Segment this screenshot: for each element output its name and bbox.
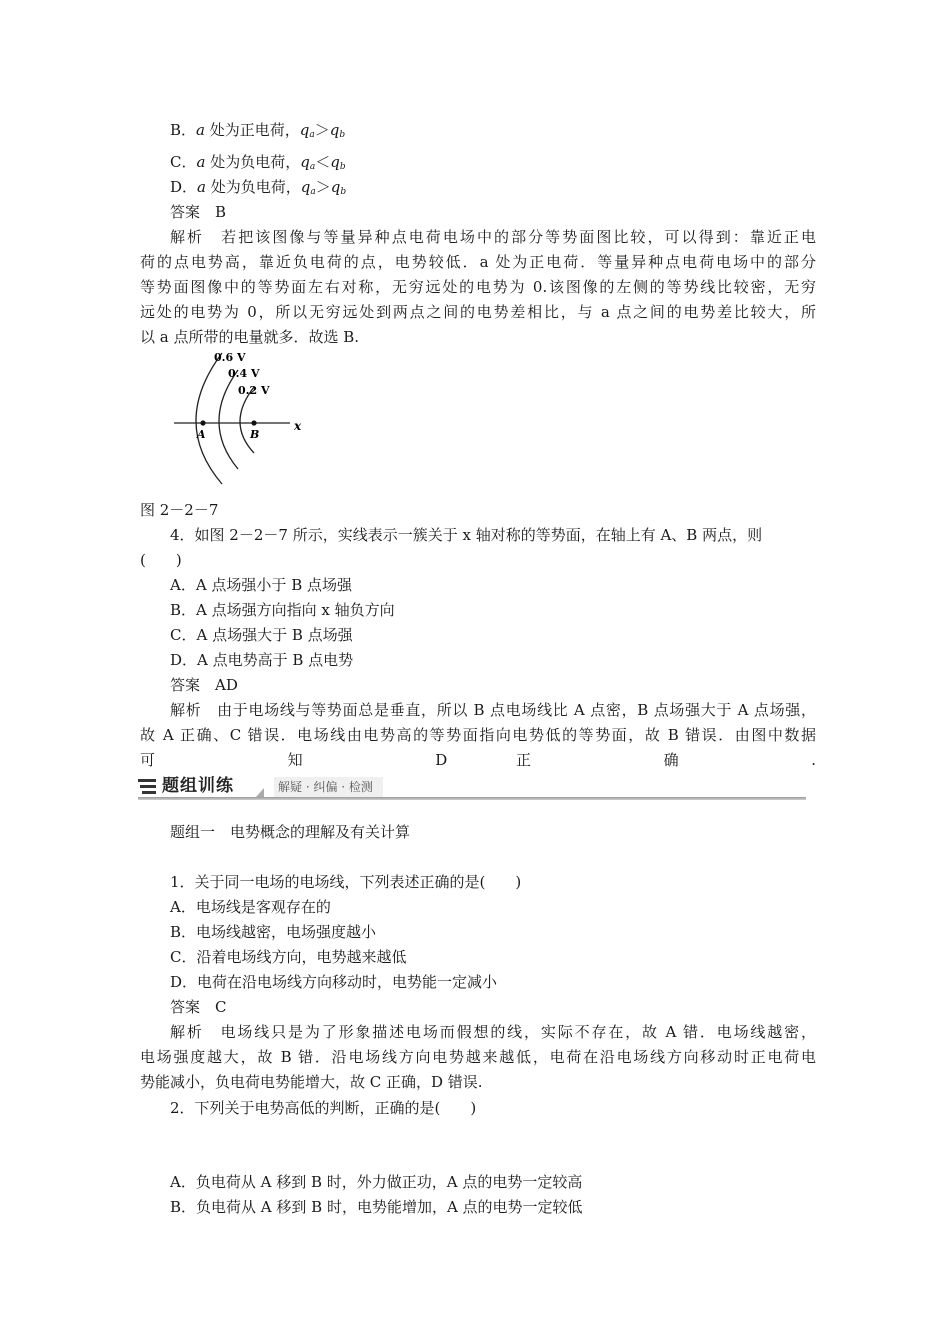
banner-divider	[256, 788, 264, 797]
label-0.4v: 0.4 V	[228, 367, 260, 380]
option-b: B．a 处为正电荷，$q_a>q_b$	[170, 121, 346, 140]
explanation-line: 荷的点电势高，靠近负电荷的点，电势较低．a 处为正电荷．等量异种点电荷电场中的部分	[140, 253, 816, 271]
label-x-axis: x	[294, 419, 302, 433]
option-c: C．a 处为负电荷，$q_a<q_b$	[170, 153, 346, 172]
figure-caption: 图 2－2－7	[140, 501, 219, 519]
answer: 答案 B	[170, 203, 227, 221]
answer: 答案 C	[170, 998, 227, 1016]
label-point-b: B	[250, 428, 260, 441]
explanation-line: 解析 若把该图像与等量异种点电荷电场中的部分等势面图比较，可以得到：靠近正电	[170, 228, 816, 246]
option-a: A．负电荷从 A 移到 B 时，外力做正功，A 点的电势一定较高	[170, 1173, 583, 1191]
point-a-dot	[200, 420, 205, 425]
option-c: C．沿着电场线方向，电势越来越低	[170, 948, 407, 966]
option-c: C．A 点场强大于 B 点场强	[170, 626, 353, 644]
label-0.2v: 0.2 V	[238, 384, 270, 397]
question-1-stem: 1．关于同一电场的电场线，下列表述正确的是( )	[170, 873, 522, 891]
option-d: D．a 处为负电荷，$q_a>q_b$	[170, 178, 347, 197]
section-banner	[138, 774, 806, 800]
explanation-line: 等势面图像中的等势面左右对称，无穷远处的电势为 0.该图像的左侧的等势线比较密，无穷	[140, 278, 816, 296]
option-b: B．A 点场强方向指向 x 轴负方向	[170, 601, 395, 619]
explanation-line: 势能减小，负电荷电势能增大，故 C 正确，D 错误.	[140, 1073, 483, 1091]
equipotential-0.6	[196, 353, 222, 484]
equipotential-0.4	[219, 370, 238, 469]
label-point-a: A	[197, 428, 206, 441]
section-subtitle: 解疑 · 纠偏 · 检测	[274, 777, 383, 797]
explanation-line: 解析 电场线只是为了形象描述电场而假想的线，实际不存在，故 A 错．电场线越密，	[170, 1023, 816, 1041]
question-4-stem: 4．如图 2－2－7 所示，实线表示一簇关于 x 轴对称的等势面，在轴上有 A、B 两点，则	[170, 526, 763, 544]
label-0.6v: 0.6 V	[214, 351, 246, 364]
explanation-line: 电场强度越大，故 B 错．沿电场线方向电势越来越低，电荷在沿电场线方向移动时正电荷电	[140, 1048, 816, 1066]
option-d: D．A 点电势高于 B 点电势	[170, 651, 354, 669]
section-title: 题组训练	[162, 776, 234, 796]
option-d: D．电荷在沿电场线方向移动时，电势能一定减小	[170, 973, 498, 991]
option-b: B．负电荷从 A 移到 B 时，电势能增加，A 点的电势一定较低	[170, 1198, 583, 1216]
group-title: 题组一 电势概念的理解及有关计算	[170, 823, 411, 841]
option-b: B．电场线越密，电场强度越小	[170, 923, 377, 941]
explanation-line: 可 知 D 正 确 .	[140, 751, 816, 769]
explanation-line: 远处的电势为 0，所以无穷远处到两点之间的电势差相比，与 a 点之间的电势差比较大，所	[140, 303, 816, 321]
point-b-dot	[251, 420, 256, 425]
answer: 答案 AD	[170, 676, 238, 694]
stripes-icon	[138, 777, 156, 795]
option-a: A．电场线是客观存在的	[170, 898, 331, 916]
explanation-line: 解析 由于电场线与等势面总是垂直，所以 B 点电场线比 A 点密，B 点场强大于 A 点场强，	[170, 701, 816, 719]
explanation-line: 以 a 点所带的电量就多．故选 B.	[140, 328, 360, 346]
explanation-line: 故 A 正确、C 错误．电场线由电势高的等势面指向电势低的等势面，故 B 错误．由图中数据	[140, 726, 816, 744]
question-2-stem: 2．下列关于电势高低的判断，正确的是( )	[170, 1099, 477, 1117]
equipotential-figure	[170, 350, 320, 488]
banner-rule	[138, 797, 806, 800]
question-4-bracket: ( )	[140, 551, 182, 569]
option-a: A．A 点场强小于 B 点场强	[170, 576, 352, 594]
